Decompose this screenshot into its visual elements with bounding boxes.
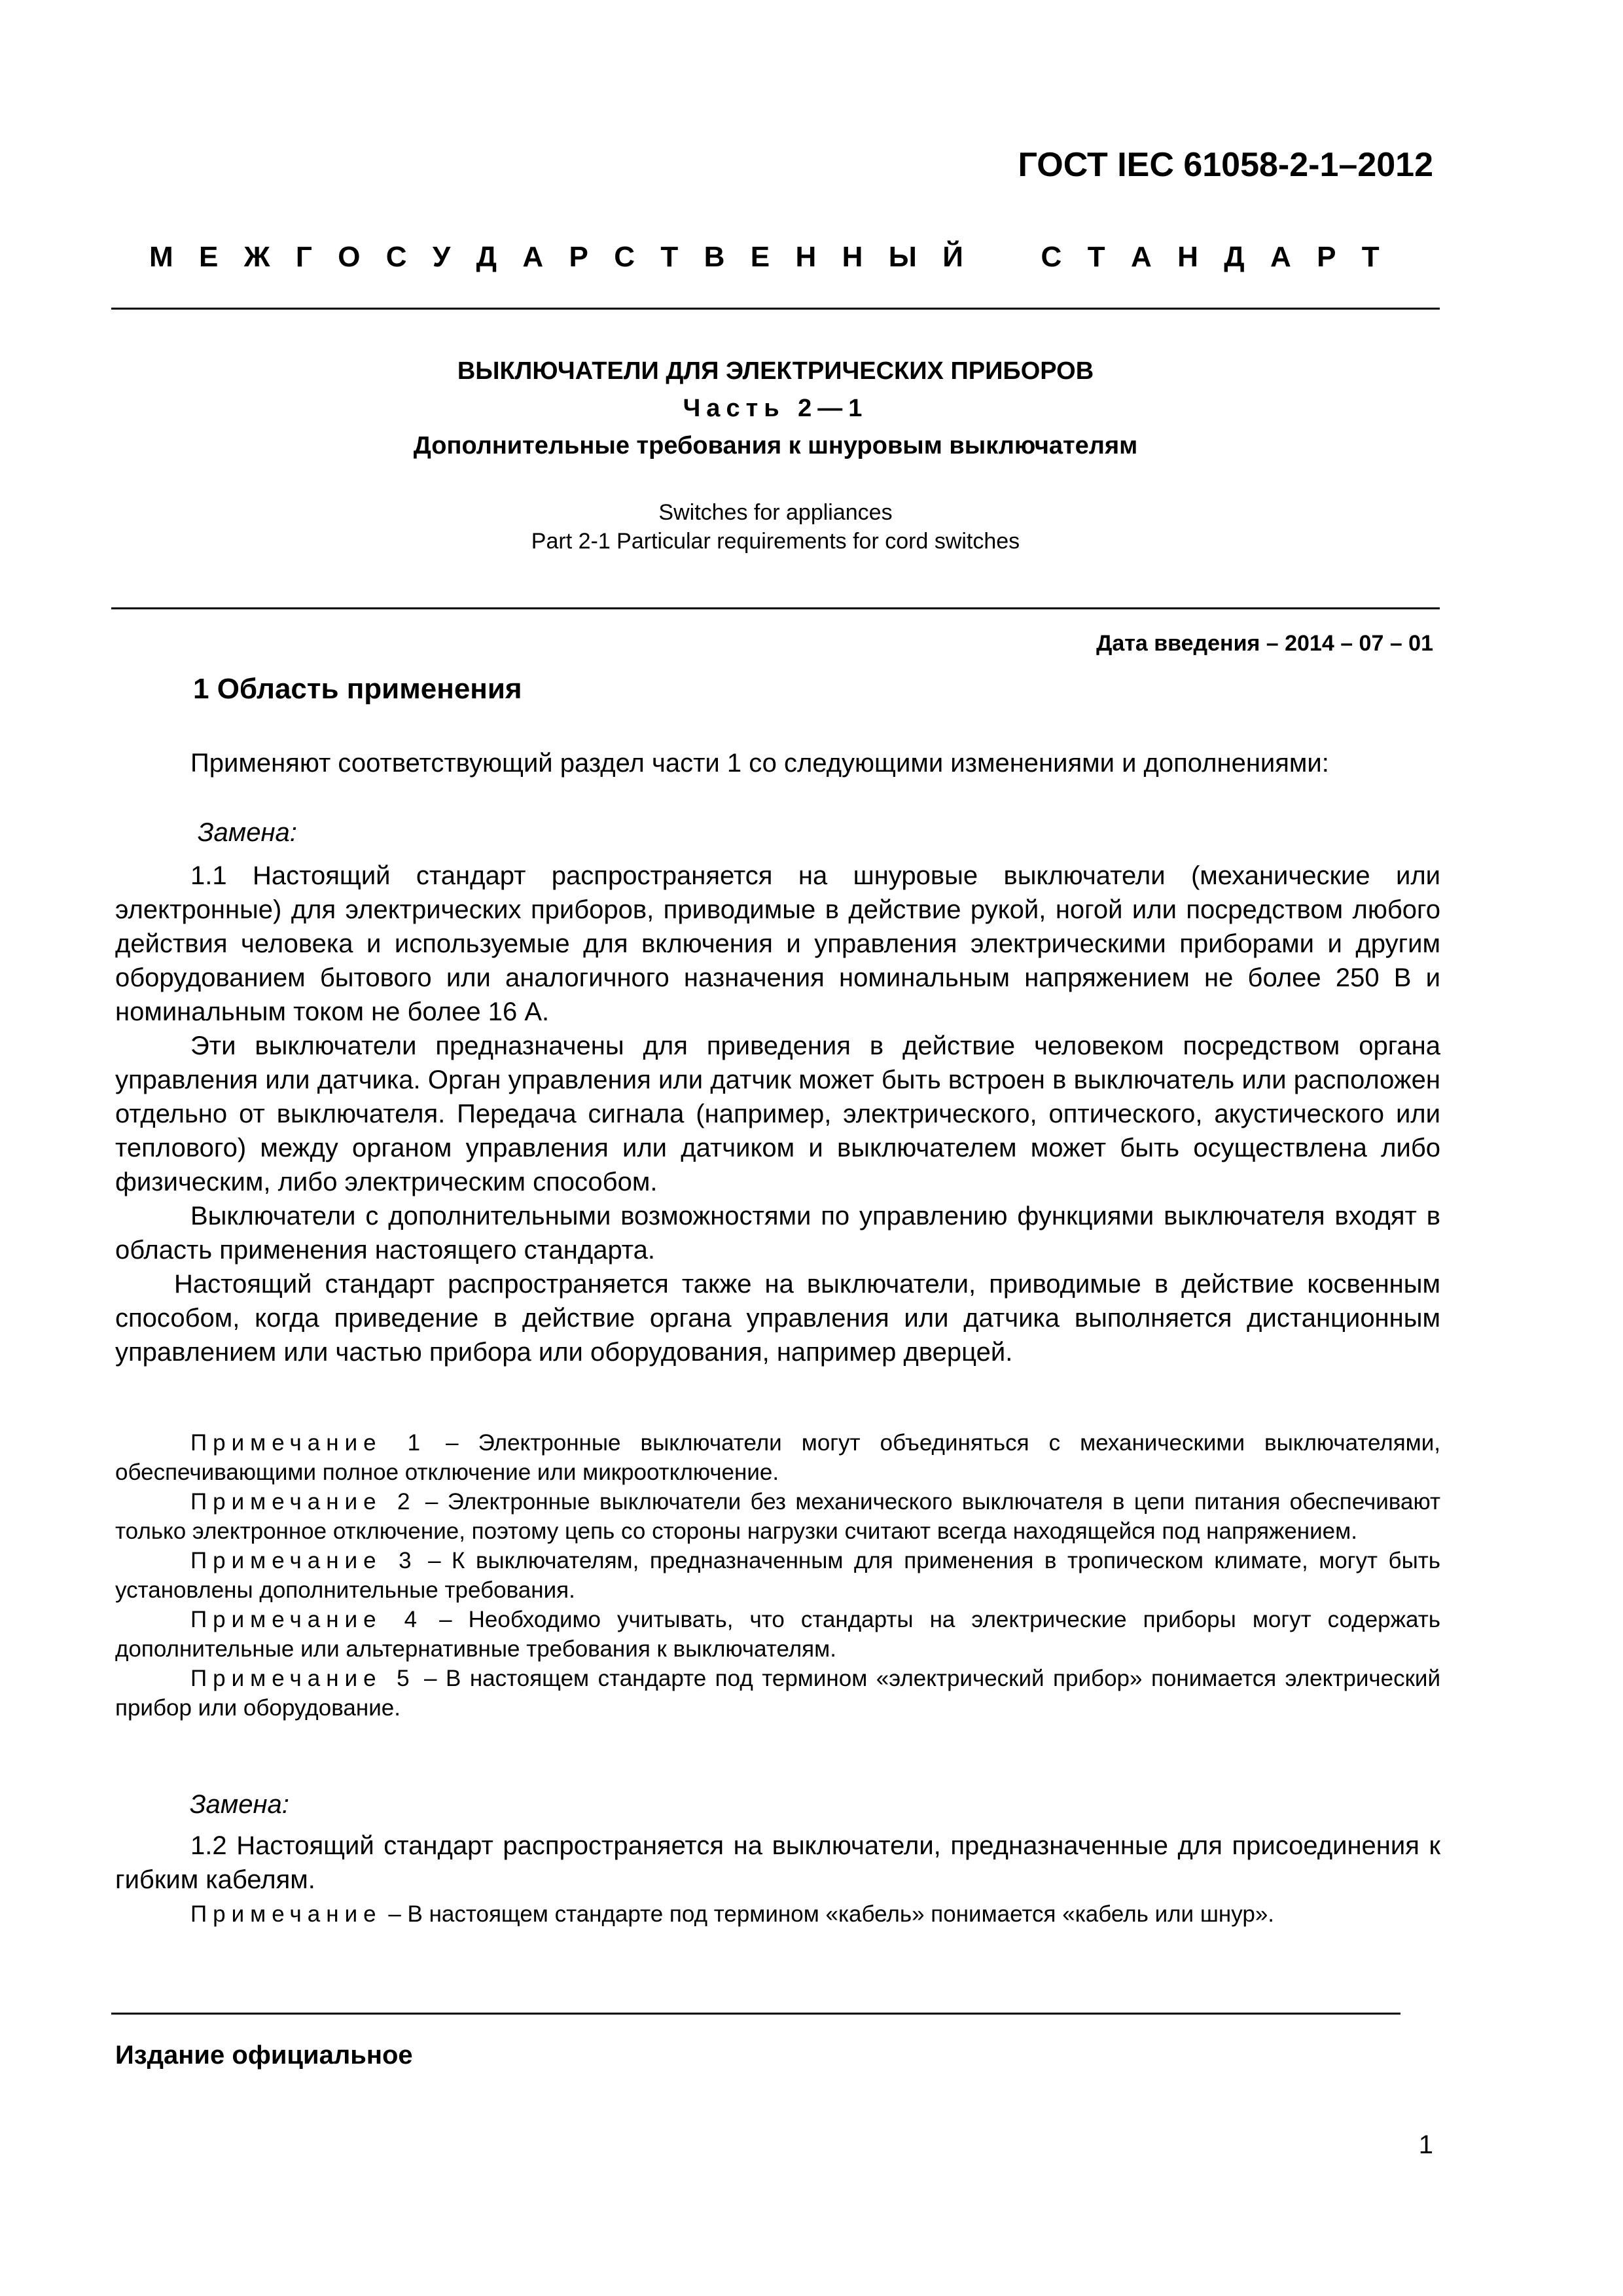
- english-title: Switches for appliances: [658, 500, 893, 525]
- note-text: – К выключателям, предназначенным для применения в тропическом климате, могут быть установлены дополнительные требования.: [115, 1548, 1440, 1603]
- heading-letter: А: [1270, 241, 1291, 273]
- footer-rule: [111, 2013, 1400, 2015]
- document-part: Часть 2—1: [683, 395, 868, 422]
- heading-letter: Р: [569, 241, 588, 273]
- note-item: [115, 1428, 1440, 1487]
- note-label: Примечание: [190, 1901, 382, 1927]
- paragraph: Выключатели с дополнительными возможностями по управлению функциями выключателя входят в область применения настоящего стандарта.: [115, 1202, 1440, 1265]
- paragraph: Настоящий стандарт распространяется также на выключатели, приводимые в действие косвенным способом, когда приведение в действие органа управления или датчика выполняется дистанционным управлением или частью прибора или оборудования, например дверцей.: [115, 1270, 1440, 1367]
- document-subtitle: Дополнительные требования к шнуровым выключателям: [413, 432, 1138, 459]
- introduction-date: Дата введения – 2014 – 07 – 01: [1096, 631, 1433, 656]
- heading-letter: Р: [1317, 241, 1336, 273]
- clause-1-2-paragraph: 1.2 Настоящий стандарт распространяется на выключатели, предназначенные для присоединения к гибким кабелям.: [115, 1831, 1440, 1894]
- heading-letter: С: [385, 241, 407, 273]
- heading-letter: Е: [199, 241, 219, 273]
- document-title: ВЫКЛЮЧАТЕЛИ ДЛЯ ЭЛЕКТРИЧЕСКИХ ПРИБОРОВ: [457, 357, 1094, 385]
- replacement-label: Замена:: [198, 818, 297, 847]
- note-text: – Необходимо учитывать, что стандарты на электрические приборы могут содержать дополнительные или альтернативные требования к выключателям.: [115, 1607, 1440, 1662]
- note-label: Примечание 5: [190, 1666, 416, 1691]
- clause-1-1-block: [115, 859, 1440, 1369]
- clause-1-1-paragraph: 1.1 Настоящий стандарт распространяется на шнуровые выключатели (механические или электронные) для электрических приборов, приводимые в действие рукой, ногой или посредством любого действия человека и используемые для включения и управления электрическими приборами и другим оборудованием бытового или аналогичного назначения номинальным напряжением не более 250 В и номинальным током не более 16 А.: [115, 861, 1440, 1026]
- header-rule: [111, 308, 1440, 310]
- document-code: ГОСТ IEC 61058-2-1–2012: [1018, 146, 1433, 184]
- paragraph-text: Применяют соответствующий раздел части 1 со следующими изменениями и дополнениями:: [190, 749, 1329, 778]
- heading-letter: Н: [842, 241, 863, 273]
- note-label: Примечание 1: [190, 1430, 427, 1456]
- replacement-label: Замена:: [190, 1790, 289, 1819]
- edition-label: Издание официальное: [115, 2041, 413, 2070]
- heading-letter: Д: [1224, 241, 1245, 273]
- heading-letter: О: [338, 241, 361, 273]
- note-text: – Электронные выключатели могут объединяться с механическими выключателями, обеспечивающими полное отключение или микроотключение.: [115, 1430, 1440, 1485]
- page-number: 1: [1418, 2130, 1433, 2159]
- note-text: – Электронные выключатели без механического выключателя в цепи питания обеспечивают только электронное отключение, поэтому цепь со стороны нагрузки считают всегда находящейся под напряжением.: [115, 1489, 1440, 1544]
- heading-letter: Е: [750, 241, 770, 273]
- heading-letter: У: [432, 241, 451, 273]
- notes-block: [115, 1428, 1440, 1723]
- heading-letter: Д: [476, 241, 497, 273]
- note-text: – В настоящем стандарте под термином «электрический прибор» понимается электрический прибор или оборудование.: [115, 1666, 1441, 1721]
- english-subtitle: Part 2-1 Particular requirements for cord switches: [531, 529, 1020, 554]
- heading-letter: Н: [795, 241, 817, 273]
- heading-letter: А: [1130, 241, 1152, 273]
- note-item: [115, 1546, 1440, 1605]
- heading-letter: С: [614, 241, 635, 273]
- heading-letter: В: [704, 241, 725, 273]
- note-text: – В настоящем стандарте под термином «кабель» понимается «кабель или шнур».: [382, 1901, 1275, 1927]
- heading-letter: Н: [1177, 241, 1198, 273]
- heading-letter: Г: [295, 241, 312, 273]
- heading-letter: Т: [1361, 241, 1380, 273]
- word-gap: [989, 241, 1015, 274]
- note-item: [115, 1605, 1440, 1664]
- note-label: Примечание 3: [190, 1548, 418, 1573]
- heading-letter: Й: [942, 241, 963, 273]
- heading-letter: М: [149, 241, 173, 273]
- note-item: [115, 1664, 1440, 1723]
- heading-letter: А: [522, 241, 544, 273]
- heading-letter: Ж: [243, 241, 270, 273]
- note-item: [115, 1487, 1440, 1546]
- heading-letter: Т: [1087, 241, 1105, 273]
- heading-letter: Т: [660, 241, 679, 273]
- clause-1-2-block: [115, 1829, 1440, 1897]
- paragraph: Эти выключатели предназначены для приведения в действие человеком посредством органа управления или датчика. Орган управления или датчик может быть встроен в выключатель или расположен отдельно от выключателя. Передача сигнала (например, электрического, оптического, акустического или теплового) между органом управления или датчиком и выключателем может быть осуществлена либо физическим, либо электрическим способом.: [115, 1031, 1440, 1196]
- title-rule: [111, 607, 1440, 609]
- section-intro-paragraph: [115, 746, 1440, 780]
- heading-letter: С: [1041, 241, 1062, 273]
- document-kind-heading: [149, 241, 1380, 274]
- section-heading: 1 Область применения: [193, 673, 522, 705]
- note-label: Примечание 4: [190, 1607, 423, 1632]
- note-label: Примечание 2: [190, 1489, 416, 1515]
- heading-letter: Ы: [888, 241, 917, 273]
- cable-note: [115, 1899, 1440, 1929]
